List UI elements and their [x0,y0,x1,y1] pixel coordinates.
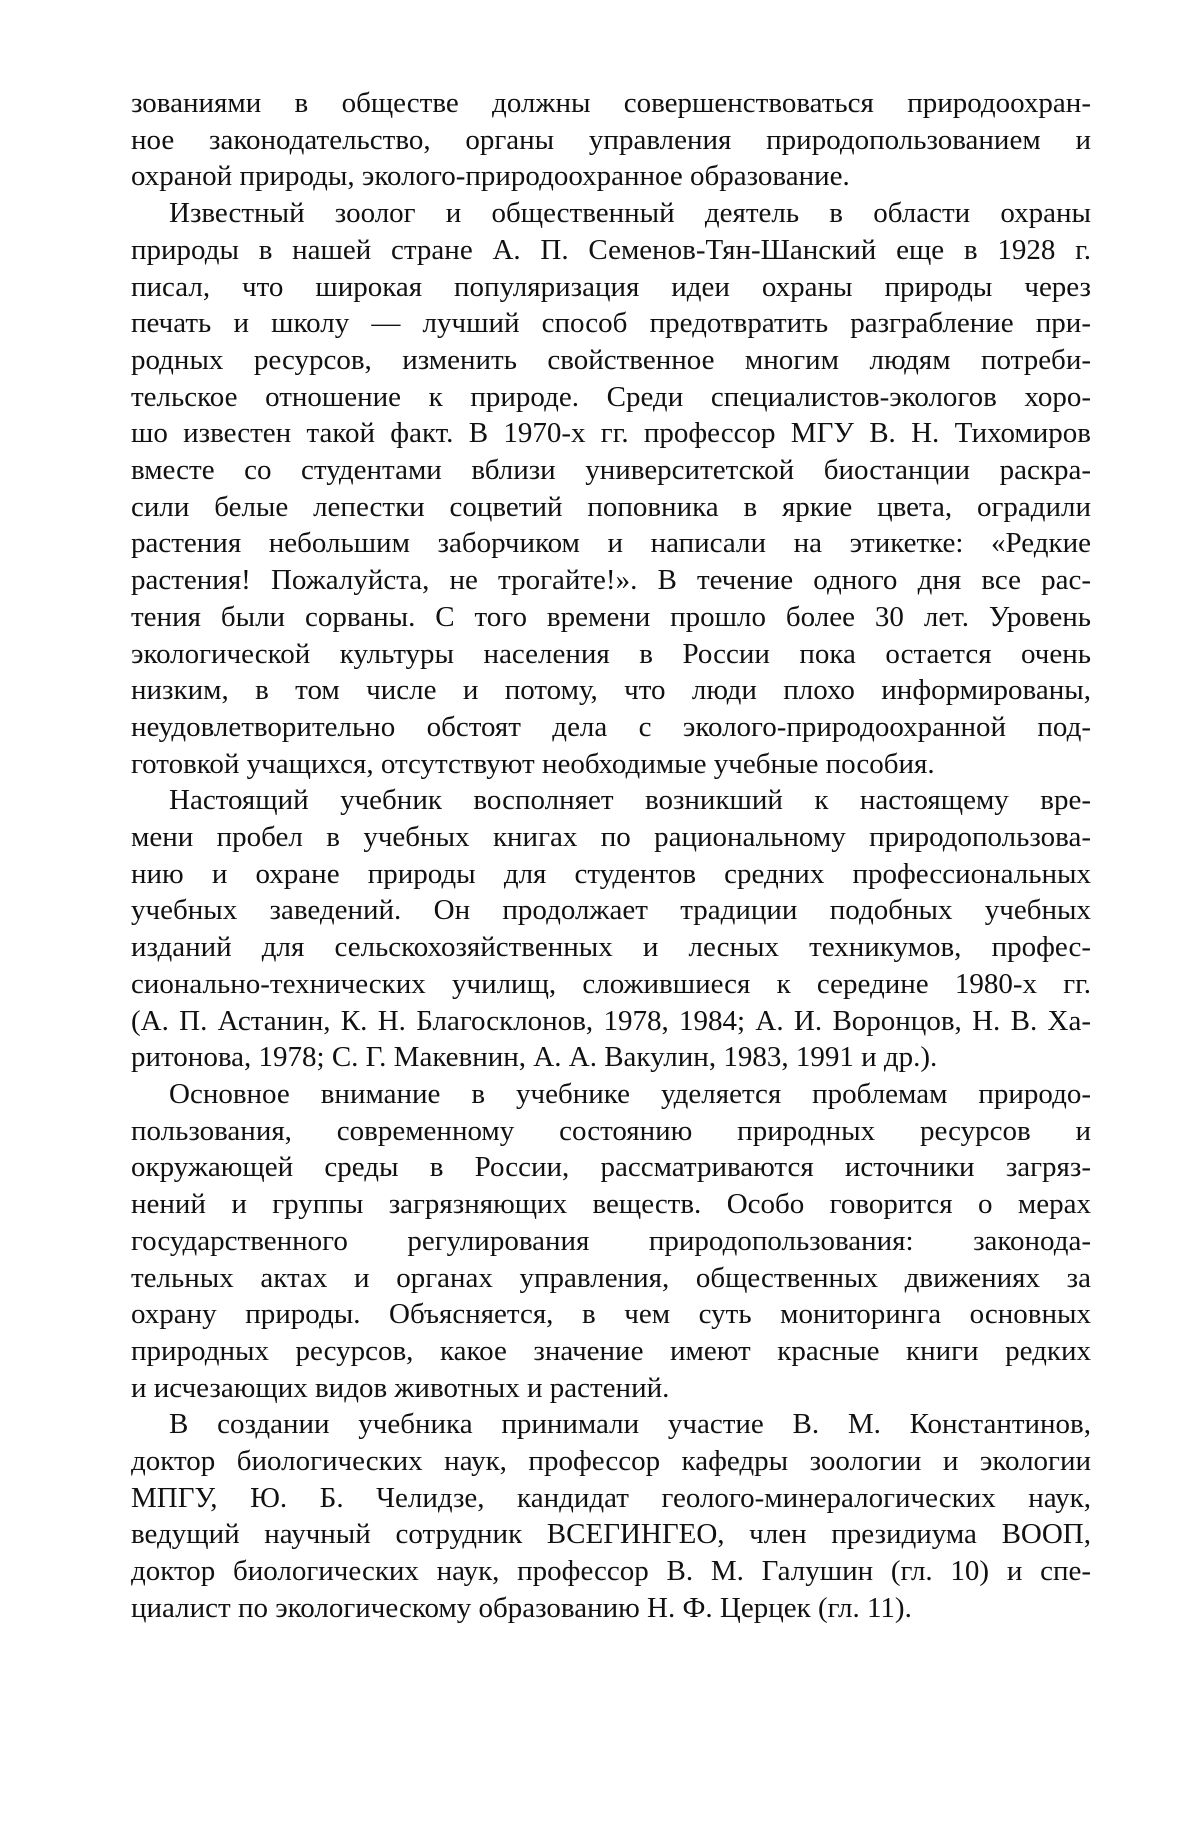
text-line: растения! Пожалуйста, не трогайте!». В течение одного дня все рас- [131,564,1091,597]
text-line: тельское отношение к природе. Среди специалистов-экологов хоро- [131,380,1091,413]
text-line: природы в нашей стране А. П. Семенов-Тян-Шанский еще в 1928 г. [131,233,1091,266]
text-line: циалист по экологическому образованию Н. Ф. Церцек (гл. 11). [131,1591,912,1624]
paragraph-5 [131,1406,1091,1626]
text-line: охраной природы, эколого-природоохранное образование. [131,160,850,193]
text-line: тельных актах и органах управления, общественных движениях за [131,1261,1091,1294]
text-line: родных ресурсов, изменить свойственное многим людям потреби- [131,343,1091,376]
text-line: пользования, современному состоянию природных ресурсов и [131,1114,1091,1147]
text-line: вместе со студентами вблизи университетской биостанции раскра- [131,454,1091,487]
text-line: доктор биологических наук, профессор кафедры зоологии и экологии [131,1445,1091,1478]
text-line: Настоящий учебник восполняет возникший к настоящему вре- [169,784,1091,817]
text-line: растения небольшим заборчиком и написали на этикетке: «Редкие [131,527,1091,560]
text-line: доктор биологических наук, профессор В. М. Галушин (гл. 10) и спе- [131,1555,1091,1588]
paragraph-1 [131,85,1091,195]
text-line: тения были сорваны. С того времени прошло более 30 лет. Уровень [131,600,1091,633]
text-line: писал, что широкая популяризация идеи охраны природы через [131,270,1091,303]
text-line: низким, в том числе и потому, что люди плохо информированы, [131,674,1091,707]
text-line: В создании учебника принимали участие В. М. Константинов, [169,1408,1091,1441]
text-line: охрану природы. Объясняется, в чем суть мониторинга основных [131,1298,1091,1331]
text-line: экологической культуры населения в России пока остается очень [131,637,1091,670]
text-line: шо известен такой факт. В 1970-х гг. профессор МГУ В. Н. Тихомиров [131,417,1091,450]
text-line: сили белые лепестки соцветий поповника в яркие цвета, оградили [131,490,1091,523]
text-line: ритонова, 1978; С. Г. Макевнин, А. А. Вакулин, 1983, 1991 и др.). [131,1041,938,1074]
text-line: ное законодательство, органы управления природопользованием и [131,123,1091,156]
text-line: Основное внимание в учебнике уделяется проблемам природо- [169,1077,1091,1110]
text-line: изданий для сельскохозяйственных и лесных техникумов, профес- [131,931,1091,964]
text-line: окружающей среды в России, рассматриваются источники загряз- [131,1151,1091,1184]
text-line: зованиями в обществе должны совершенствоваться природоохран- [131,87,1091,119]
text-line: учебных заведений. Он продолжает традиции подобных учебных [131,894,1091,927]
text-line: природных ресурсов, какое значение имеют красные книги редких [131,1334,1091,1367]
text-line: ведущий научный сотрудник ВСЕГИНГЕО, член президиума ВООП, [131,1518,1091,1551]
document-page [131,85,1091,1627]
paragraph-3 [131,782,1091,1076]
text-line: нений и группы загрязняющих веществ. Особо говорится о мерах [131,1188,1091,1221]
text-line: печать и школу — лучший способ предотвратить разграбление при- [131,307,1091,340]
text-line: нию и охране природы для студентов средних профессиональных [131,857,1091,890]
text-line: и исчезающих видов животных и растений. [131,1371,670,1404]
text-line: государственного регулирования природопользования: законода- [131,1224,1091,1257]
text-line: мени пробел в учебных книгах по рациональному природопользова- [131,821,1091,854]
text-line: МПГУ, Ю. Б. Челидзе, кандидат геолого-минералогических наук, [131,1481,1091,1514]
text-line: готовкой учащихся, отсутствуют необходимые учебные пособия. [131,747,935,780]
text-line: неудовлетворительно обстоят дела с эколого-природоохранной под- [131,710,1091,743]
text-line: сионально-технических училищ, сложившиеся к середине 1980-х гг. [131,967,1091,1000]
text-line: (А. П. Астанин, К. Н. Благосклонов, 1978, 1984; А. И. Воронцов, Н. В. Ха- [131,1004,1091,1037]
paragraph-4 [131,1076,1091,1406]
text-line: Известный зоолог и общественный деятель в области охраны [169,197,1091,230]
paragraph-2 [131,195,1091,782]
